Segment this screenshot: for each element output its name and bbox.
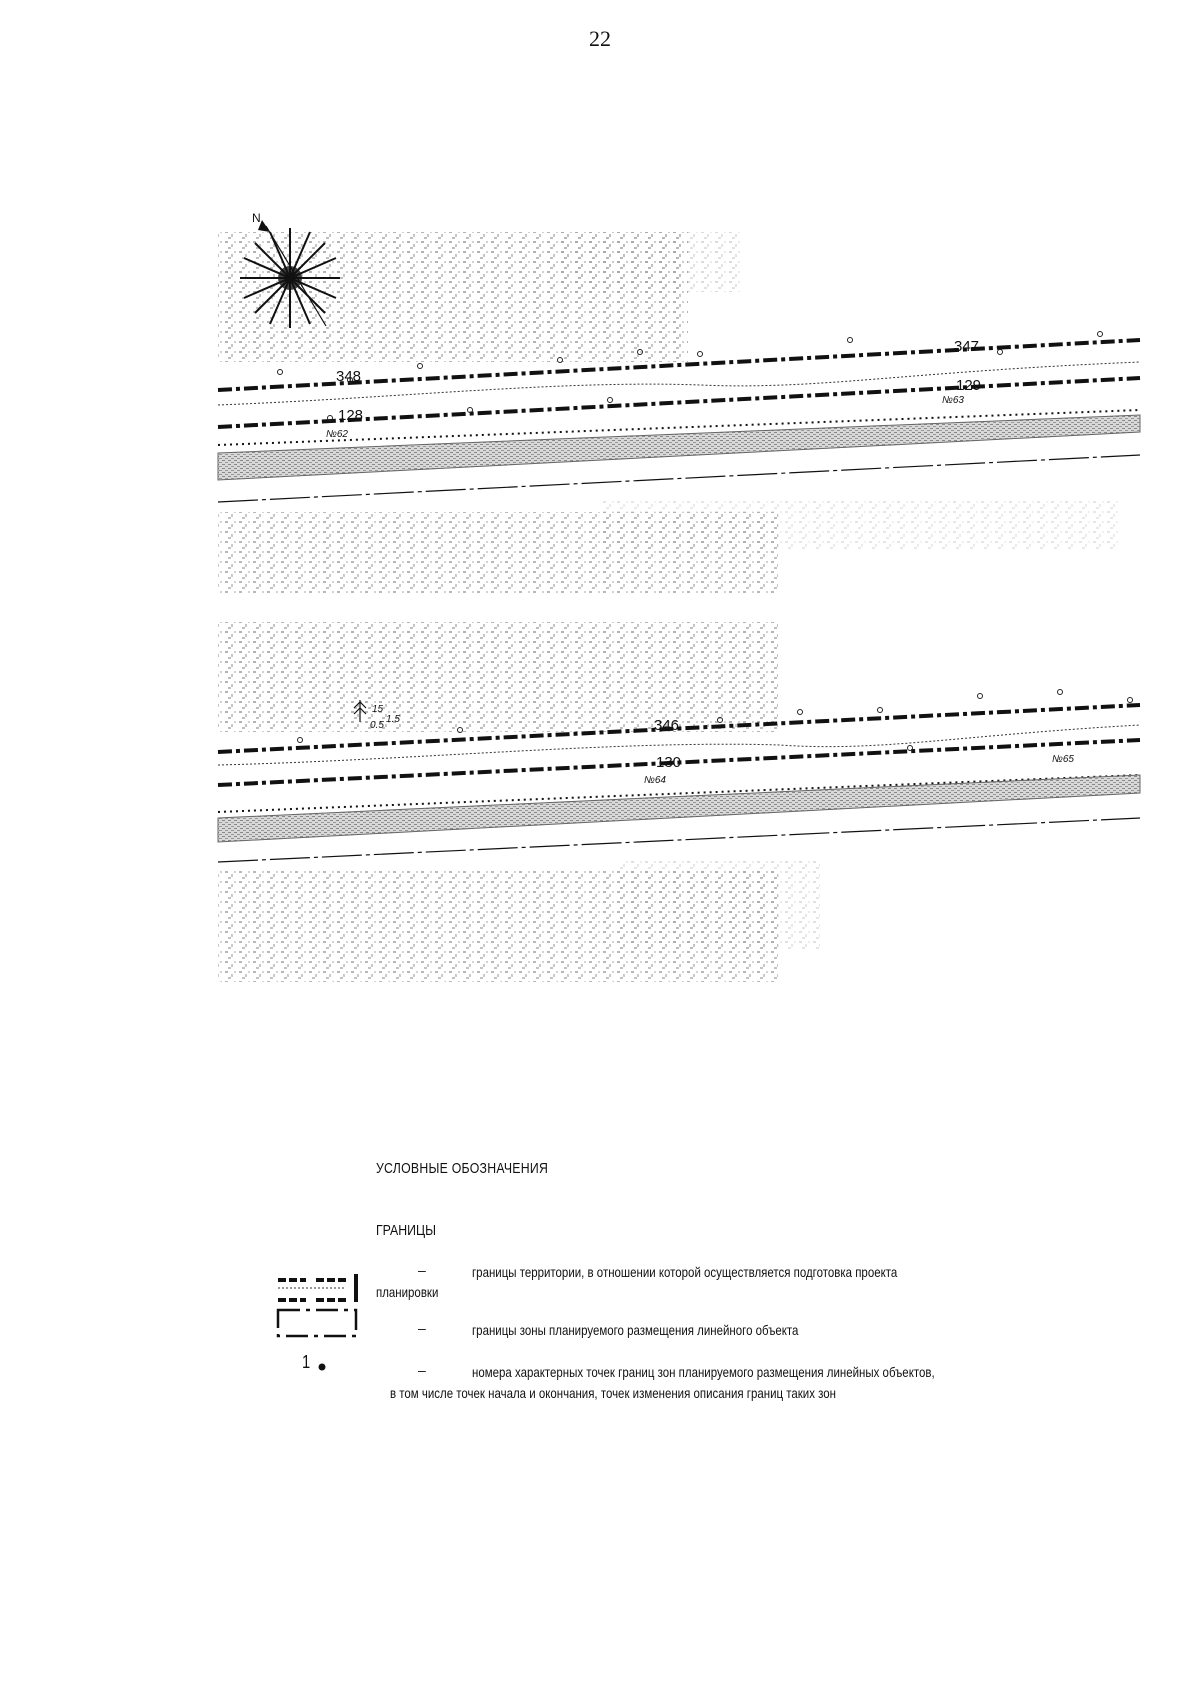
parcel-label-63: №63 bbox=[942, 395, 964, 406]
legend-item-1-line-2: планировки bbox=[376, 1284, 439, 1300]
texture-bottom-1b bbox=[600, 500, 1120, 550]
railway-band-2 bbox=[218, 775, 1140, 842]
north-label: N bbox=[252, 211, 261, 225]
legend-title: УСЛОВНЫЕ ОБОЗНАЧЕНИЯ bbox=[376, 1160, 549, 1177]
parcel-label-62: №62 bbox=[326, 429, 348, 440]
legend-item-3-line-1: номера характерных точек границ зон планируемого размещения линейных объектов, bbox=[472, 1364, 935, 1380]
texture-top-2 bbox=[218, 622, 778, 732]
point-label-346: 346 bbox=[654, 717, 680, 734]
texture-top-1b bbox=[560, 232, 740, 292]
point-number-symbol-label: 1 bbox=[302, 1352, 311, 1372]
point-label-129: 129 bbox=[956, 377, 982, 394]
legend-dash-2: – bbox=[418, 1320, 426, 1336]
point-label-128: 128 bbox=[338, 407, 364, 424]
legend-section-title: ГРАНИЦЫ bbox=[376, 1222, 436, 1239]
tree-label-top: 15 bbox=[372, 704, 384, 715]
texture-bottom-2b bbox=[620, 860, 820, 950]
zone-boundary-symbol bbox=[276, 1306, 362, 1340]
tree-label-bottom: 0.5 bbox=[370, 720, 384, 731]
point-label-347: 347 bbox=[954, 338, 980, 355]
parcel-label-65: №65 bbox=[1052, 754, 1074, 765]
legend-dash-1: – bbox=[418, 1262, 426, 1278]
map-sheet-2 bbox=[218, 622, 1140, 982]
map-sheet-1 bbox=[218, 211, 1140, 594]
legend-dash-3: – bbox=[418, 1362, 426, 1378]
point-number-symbol-dot bbox=[317, 1362, 327, 1372]
point-label-348: 348 bbox=[336, 368, 362, 385]
parcel-label-64: №64 bbox=[644, 775, 666, 786]
page-number: 22 bbox=[589, 26, 611, 51]
legend-item-1-line-1: границы территории, в отношении которой осуществляется подготовка проекта bbox=[472, 1264, 898, 1280]
tree-label-right: 1.5 bbox=[386, 714, 400, 725]
railway-band-1 bbox=[218, 415, 1140, 480]
legend-item-3-line-2: в том числе точек начала и окончания, точек изменения описания границ таких зон bbox=[390, 1385, 837, 1401]
point-label-130: 130 bbox=[656, 754, 682, 771]
legend-item-2-line-1: границы зоны планируемого размещения линейного объекта bbox=[472, 1322, 799, 1338]
